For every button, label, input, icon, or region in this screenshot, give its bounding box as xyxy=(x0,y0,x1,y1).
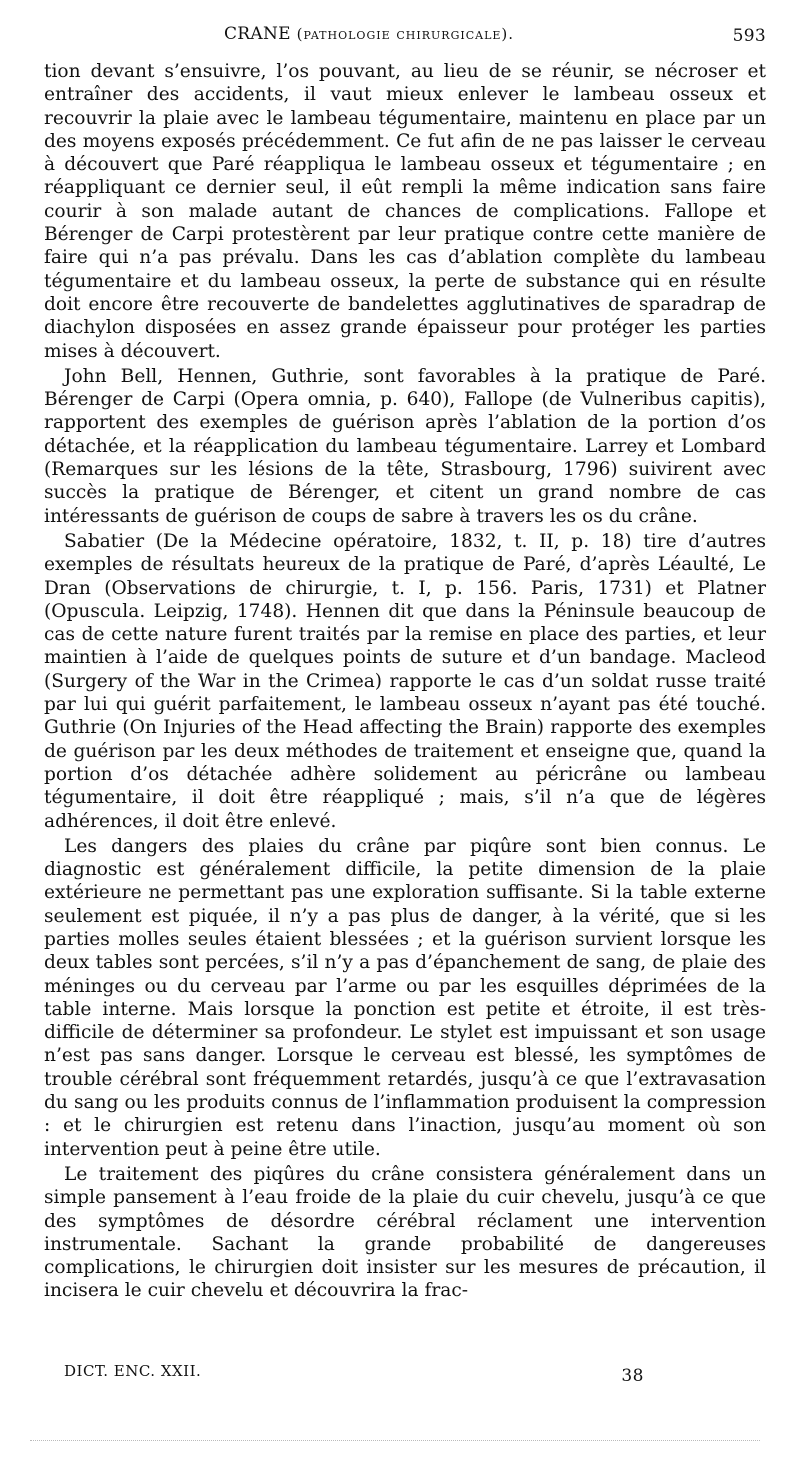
paragraph-1: tion devant s’ensuivre, l’os pouvant, au lieu de se réunir, se nécroser et entraîner des accidents, il vaut mieux enlever le lambeau osseux et recouvrir la plaie avec le lambeau tégumentaire, maintenu en place par un des moyens exposés précédemment. Ce fut afin de ne pas laisser le cerveau à découvert que Paré réappliqua le lambeau osseux et tégumentaire ; en réappliquant ce dernier seul, il eût rempli la même indication sans faire courir à son malade autant de chances de complications. Fallope et Bérenger de Carpi protestèrent par leur pratique contre cette manière de faire qui n’a pas prévalu. Dans les cas d’ablation complète du lambeau tégumentaire et du lambeau osseux, la perte de substance qui en résulte doit encore être recouverte de bandelettes agglutinatives de sparadrap de diachylon disposées en assez grande épaisseur pour protéger les parties mises à découvert. xyxy=(44,61,766,362)
paragraph-2: John Bell, Hennen, Guthrie, sont favorables à la pratique de Paré. Bérenger de Carpi (Opera omnia, p. 640), Fallope (de Vulneribus capitis), rapportent des exemples de guérison après l’ablation de la portion d’os détachée, et la réapplication du lambeau tégumentaire. Larrey et Lombard (Remarques sur les lésions de la tête, Strasbourg, 1796) suivirent avec succès la pratique de Bérenger, et citent un grand nombre de cas intéressants de guérison de coups de sabre à travers les os du crâne. xyxy=(44,365,766,527)
running-title-sub: (pathologie chirurgicale). xyxy=(296,25,515,43)
paragraph-3: Sabatier (De la Médecine opératoire, 1832, t. II, p. 18) tire d’autres exemples de résultats heureux de la pratique de Paré, d’après Léaulté, Le Dran (Observations de chirurgie, t. I, p. 156. Paris, 1731) et Platner (Opuscula. Leipzig, 1748). Hennen dit que dans la Péninsule beaucoup de cas de cette nature furent traités par la remise en place des parties, et leur maintien à l’aide de quelques points de suture et d’un bandage. Macleod (Surgery of the War in the Crimea) rapporte le cas d’un soldat russe traité par lui qui guérit parfaitement, le lambeau osseux n’ayant pas été touché. Guthrie (On Injuries of the Head affecting the Brain) rapporte des exemples de guérison par les deux méthodes de traitement et enseigne que, quand la portion d’os détachée adhère solidement au péricrâne ou lambeau tégumentaire, il doit être réappliqué ; mais, s’il n’a que de légères adhérences, il doit être enlevé. xyxy=(44,530,766,832)
running-title-main: CRANE xyxy=(224,24,291,44)
page-number: 593 xyxy=(732,26,766,46)
sheet-number: 38 xyxy=(621,1366,644,1386)
document-page xyxy=(44,18,766,1303)
bottom-divider xyxy=(30,1440,760,1441)
running-header xyxy=(44,18,766,48)
body-text xyxy=(44,60,766,1303)
running-title xyxy=(224,24,514,44)
paragraph-5: Le traitement des piqûres du crâne consistera généralement dans un simple pansement à l’eau froide de la plaie du cuir chevelu, jusqu’à ce que des symptômes de désordre cérébral réclament une intervention instrumentale. Sachant la grande probabilité de dangereuses complications, le chirurgien doit insister sur les mesures de précaution, il incisera le cuir chevelu et découvrira la frac- xyxy=(44,1163,766,1302)
printer-signature: DICT. ENC. XXII. xyxy=(64,1362,202,1380)
paragraph-4: Les dangers des plaies du crâne par piqûre sont bien connus. Le diagnostic est généralement difficile, la petite dimension de la plaie extérieure ne permettant pas une exploration suffisante. Si la table externe seulement est piquée, il n’y a pas plus de danger, à la vérité, que si les parties molles seules étaient blessées ; et la guérison survient lorsque les deux tables sont percées, s’il n’y a pas d’épanchement de sang, de plaie des méninges ou du cerveau par l’arme ou par les esquilles déprimées de la table interne. Mais lorsque la ponction est petite et étroite, il est très-difficile de déterminer sa profondeur. Le stylet est impuissant et son usage n’est pas sans danger. Lorsque le cerveau est blessé, les symptômes de trouble cérébral sont fréquemment retardés, jusqu’à ce que l’extravasation du sang ou les produits connus de l’inflammation produisent la compression : et le chirurgien est retenu dans l’inaction, jusqu’au moment où son intervention peut à peine être utile. xyxy=(44,835,766,1160)
